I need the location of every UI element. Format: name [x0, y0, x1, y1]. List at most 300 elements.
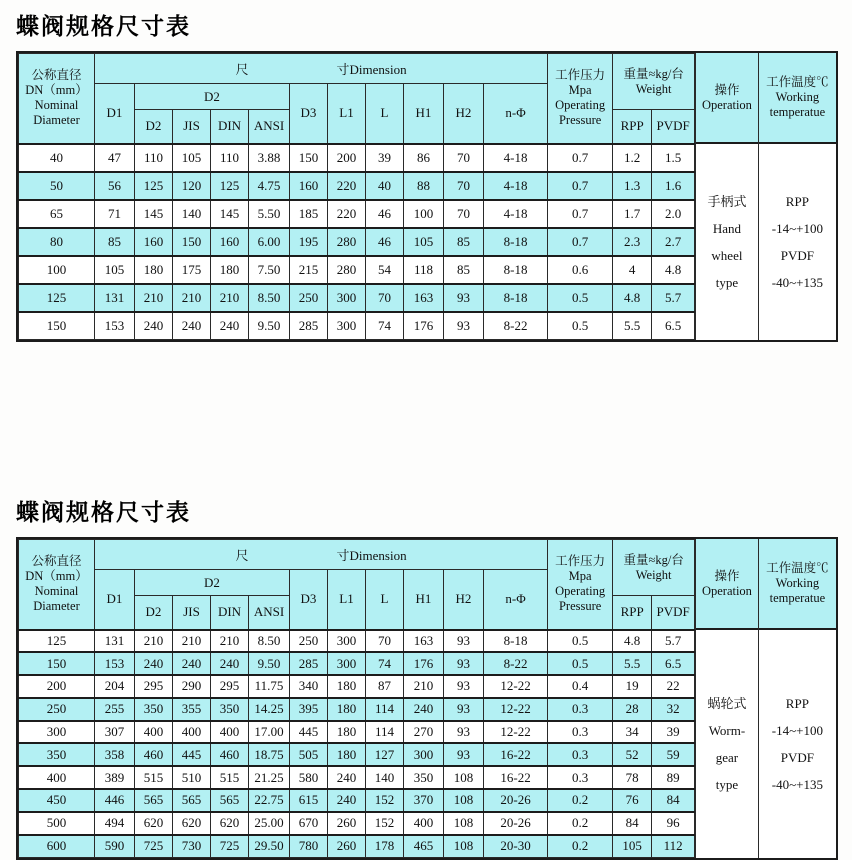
col-header-h2: H2: [444, 570, 484, 630]
cell-d1: 590: [95, 835, 135, 858]
temperature-column: [758, 539, 836, 858]
table-row: [19, 630, 695, 653]
cell-din: 160: [211, 228, 249, 256]
cell-dn: 450: [19, 789, 95, 812]
cell-ansi: 8.50: [249, 630, 290, 653]
cell-rpp-weight: 5.5: [613, 312, 652, 340]
cell-l: 178: [366, 835, 404, 858]
cell-dn: 250: [19, 698, 95, 721]
cell-d1: 446: [95, 789, 135, 812]
operation-value: 蜗轮式 Worm- gear type: [696, 630, 758, 858]
cell-d1: 389: [95, 766, 135, 789]
table-row: [19, 652, 695, 675]
cell-pressure: 0.3: [548, 721, 613, 744]
cell-din: 565: [211, 789, 249, 812]
cell-l: 74: [366, 652, 404, 675]
col-header-operation: 操作 Operation: [696, 53, 758, 144]
cell-h1: 465: [404, 835, 444, 858]
operation-column: [695, 539, 758, 858]
cell-h1: 400: [404, 812, 444, 835]
table-body: [19, 630, 695, 858]
cell-l: 39: [366, 144, 404, 172]
cell-pressure: 0.5: [548, 652, 613, 675]
valve-spec-section-1: [16, 8, 838, 342]
cell-ansi: 9.50: [249, 652, 290, 675]
col-header-h1: H1: [404, 84, 444, 144]
cell-l1: 180: [328, 743, 366, 766]
cell-pressure: 0.7: [548, 144, 613, 172]
cell-ansi: 11.75: [249, 675, 290, 698]
cell-dn: 350: [19, 743, 95, 766]
col-header-ansi: ANSI: [249, 596, 290, 630]
cell-l1: 300: [328, 284, 366, 312]
cell-l1: 300: [328, 630, 366, 653]
cell-d1: 494: [95, 812, 135, 835]
cell-d3: 670: [290, 812, 328, 835]
cell-d3: 580: [290, 766, 328, 789]
col-header-d2-group: D2: [135, 570, 290, 596]
col-header-operation: 操作 Operation: [696, 539, 758, 630]
cell-n-phi: 12-22: [484, 698, 548, 721]
cell-d2: 350: [135, 698, 173, 721]
cell-l: 46: [366, 200, 404, 228]
cell-pvdf-weight: 6.5: [652, 652, 695, 675]
table-row: [19, 766, 695, 789]
col-header-operating-pressure: 工作压力 Mpa Operating Pressure: [548, 540, 613, 630]
cell-h2: 85: [444, 228, 484, 256]
cell-l1: 220: [328, 172, 366, 200]
cell-d1: 47: [95, 144, 135, 172]
col-header-pvdf: PVDF: [652, 110, 695, 144]
cell-d3: 195: [290, 228, 328, 256]
cell-h1: 100: [404, 200, 444, 228]
cell-h2: 70: [444, 144, 484, 172]
cell-jis: 240: [173, 312, 211, 340]
cell-din: 110: [211, 144, 249, 172]
cell-h2: 93: [444, 743, 484, 766]
col-header-jis: JIS: [173, 110, 211, 144]
cell-n-phi: 12-22: [484, 721, 548, 744]
cell-pvdf-weight: 1.6: [652, 172, 695, 200]
cell-d1: 307: [95, 721, 135, 744]
cell-ansi: 9.50: [249, 312, 290, 340]
cell-pressure: 0.7: [548, 172, 613, 200]
cell-l: 152: [366, 812, 404, 835]
cell-dn: 150: [19, 312, 95, 340]
cell-n-phi: 12-22: [484, 675, 548, 698]
cell-din: 240: [211, 312, 249, 340]
cell-ansi: 22.75: [249, 789, 290, 812]
cell-rpp-weight: 4: [613, 256, 652, 284]
cell-pressure: 0.3: [548, 766, 613, 789]
cell-rpp-weight: 78: [613, 766, 652, 789]
cell-dn: 600: [19, 835, 95, 858]
cell-jis: 730: [173, 835, 211, 858]
cell-l1: 300: [328, 652, 366, 675]
cell-l1: 280: [328, 256, 366, 284]
cell-pressure: 0.3: [548, 698, 613, 721]
table-title: 蝶阀规格尺寸表: [16, 500, 191, 526]
cell-h1: 105: [404, 228, 444, 256]
cell-d1: 204: [95, 675, 135, 698]
cell-pvdf-weight: 32: [652, 698, 695, 721]
cell-h2: 108: [444, 835, 484, 858]
cell-pvdf-weight: 2.7: [652, 228, 695, 256]
cell-n-phi: 8-18: [484, 284, 548, 312]
cell-pvdf-weight: 59: [652, 743, 695, 766]
cell-dn: 125: [19, 630, 95, 653]
cell-jis: 210: [173, 284, 211, 312]
cell-pvdf-weight: 2.0: [652, 200, 695, 228]
cell-d3: 780: [290, 835, 328, 858]
cell-n-phi: 8-22: [484, 312, 548, 340]
col-header-h2: H2: [444, 84, 484, 144]
cell-din: 460: [211, 743, 249, 766]
cell-pressure: 0.2: [548, 789, 613, 812]
cell-d2: 725: [135, 835, 173, 858]
cell-d1: 105: [95, 256, 135, 284]
col-header-l: L: [366, 84, 404, 144]
cell-d3: 285: [290, 312, 328, 340]
cell-d1: 358: [95, 743, 135, 766]
cell-pressure: 0.5: [548, 312, 613, 340]
cell-n-phi: 4-18: [484, 144, 548, 172]
cell-d3: 340: [290, 675, 328, 698]
dimension-table: [18, 539, 695, 858]
cell-rpp-weight: 4.8: [613, 630, 652, 653]
cell-rpp-weight: 1.2: [613, 144, 652, 172]
col-header-d2: D2: [135, 110, 173, 144]
cell-jis: 565: [173, 789, 211, 812]
cell-n-phi: 20-26: [484, 789, 548, 812]
col-header-din: DIN: [211, 596, 249, 630]
cell-l: 140: [366, 766, 404, 789]
table-row: [19, 284, 695, 312]
cell-jis: 510: [173, 766, 211, 789]
table-row: [19, 228, 695, 256]
col-header-d3: D3: [290, 84, 328, 144]
cell-d2: 240: [135, 312, 173, 340]
cell-pressure: 0.5: [548, 284, 613, 312]
cell-ansi: 17.00: [249, 721, 290, 744]
table-row: [19, 698, 695, 721]
table-row: [19, 812, 695, 835]
col-header-dimension: 尺 寸Dimension: [95, 540, 548, 570]
cell-d3: 215: [290, 256, 328, 284]
cell-d2: 210: [135, 284, 173, 312]
cell-pvdf-weight: 84: [652, 789, 695, 812]
cell-dn: 150: [19, 652, 95, 675]
table-header: [19, 54, 695, 144]
table-row: [19, 144, 695, 172]
cell-din: 400: [211, 721, 249, 744]
cell-jis: 140: [173, 200, 211, 228]
cell-h2: 93: [444, 312, 484, 340]
cell-d1: 153: [95, 312, 135, 340]
cell-rpp-weight: 28: [613, 698, 652, 721]
cell-rpp-weight: 2.3: [613, 228, 652, 256]
valve-spec-section-2: [16, 494, 838, 860]
cell-d3: 185: [290, 200, 328, 228]
table-row: [19, 256, 695, 284]
table-row: [19, 675, 695, 698]
cell-h1: 163: [404, 284, 444, 312]
cell-jis: 120: [173, 172, 211, 200]
cell-d2: 125: [135, 172, 173, 200]
cell-ansi: 18.75: [249, 743, 290, 766]
cell-l: 87: [366, 675, 404, 698]
cell-dn: 65: [19, 200, 95, 228]
col-header-l1: L1: [328, 570, 366, 630]
cell-h1: 270: [404, 721, 444, 744]
cell-l1: 180: [328, 721, 366, 744]
cell-jis: 355: [173, 698, 211, 721]
cell-pvdf-weight: 1.5: [652, 144, 695, 172]
cell-l: 54: [366, 256, 404, 284]
operation-value: 手柄式 Hand wheel type: [696, 144, 758, 340]
cell-rpp-weight: 1.7: [613, 200, 652, 228]
cell-din: 295: [211, 675, 249, 698]
cell-rpp-weight: 19: [613, 675, 652, 698]
col-header-rpp: RPP: [613, 596, 652, 630]
cell-pressure: 0.7: [548, 228, 613, 256]
cell-ansi: 29.50: [249, 835, 290, 858]
cell-n-phi: 20-30: [484, 835, 548, 858]
cell-ansi: 25.00: [249, 812, 290, 835]
cell-rpp-weight: 1.3: [613, 172, 652, 200]
cell-h1: 350: [404, 766, 444, 789]
cell-d1: 131: [95, 284, 135, 312]
cell-h1: 240: [404, 698, 444, 721]
cell-din: 210: [211, 630, 249, 653]
cell-d3: 395: [290, 698, 328, 721]
cell-dn: 100: [19, 256, 95, 284]
cell-pvdf-weight: 22: [652, 675, 695, 698]
cell-ansi: 21.25: [249, 766, 290, 789]
cell-d3: 445: [290, 721, 328, 744]
cell-rpp-weight: 84: [613, 812, 652, 835]
cell-pvdf-weight: 5.7: [652, 630, 695, 653]
cell-h1: 370: [404, 789, 444, 812]
cell-l: 40: [366, 172, 404, 200]
cell-dn: 125: [19, 284, 95, 312]
cell-din: 145: [211, 200, 249, 228]
cell-l: 74: [366, 312, 404, 340]
table-row: [19, 721, 695, 744]
col-header-operating-pressure: 工作压力 Mpa Operating Pressure: [548, 54, 613, 144]
cell-din: 725: [211, 835, 249, 858]
table-title: 蝶阀规格尺寸表: [16, 14, 191, 40]
cell-d2: 515: [135, 766, 173, 789]
cell-h1: 176: [404, 312, 444, 340]
spec-table-wormgear: [16, 537, 838, 860]
cell-d2: 565: [135, 789, 173, 812]
cell-dn: 400: [19, 766, 95, 789]
cell-d2: 160: [135, 228, 173, 256]
dimension-table: [18, 53, 695, 340]
cell-n-phi: 8-18: [484, 256, 548, 284]
cell-d1: 56: [95, 172, 135, 200]
cell-ansi: 4.75: [249, 172, 290, 200]
cell-ansi: 6.00: [249, 228, 290, 256]
col-header-din: DIN: [211, 110, 249, 144]
cell-l: 70: [366, 630, 404, 653]
cell-h2: 93: [444, 721, 484, 744]
cell-l1: 300: [328, 312, 366, 340]
col-header-d3: D3: [290, 570, 328, 630]
cell-l1: 240: [328, 766, 366, 789]
cell-dn: 50: [19, 172, 95, 200]
cell-dn: 300: [19, 721, 95, 744]
cell-rpp-weight: 5.5: [613, 652, 652, 675]
cell-l1: 200: [328, 144, 366, 172]
cell-pressure: 0.5: [548, 630, 613, 653]
cell-h2: 93: [444, 698, 484, 721]
cell-l1: 180: [328, 675, 366, 698]
cell-d1: 153: [95, 652, 135, 675]
col-header-ansi: ANSI: [249, 110, 290, 144]
cell-ansi: 8.50: [249, 284, 290, 312]
cell-pvdf-weight: 4.8: [652, 256, 695, 284]
cell-d2: 400: [135, 721, 173, 744]
table-row: [19, 743, 695, 766]
cell-din: 180: [211, 256, 249, 284]
col-header-n-phi: n-Φ: [484, 84, 548, 144]
cell-h1: 210: [404, 675, 444, 698]
col-header-d2-group: D2: [135, 84, 290, 110]
cell-dn: 500: [19, 812, 95, 835]
cell-d2: 620: [135, 812, 173, 835]
cell-h2: 93: [444, 630, 484, 653]
cell-h1: 86: [404, 144, 444, 172]
col-header-nominal-diameter: 公称直径 DN（mm） Nominal Diameter: [19, 54, 95, 144]
cell-h1: 88: [404, 172, 444, 200]
cell-rpp-weight: 34: [613, 721, 652, 744]
cell-h1: 300: [404, 743, 444, 766]
cell-d1: 131: [95, 630, 135, 653]
cell-h2: 85: [444, 256, 484, 284]
cell-d2: 210: [135, 630, 173, 653]
cell-d1: 71: [95, 200, 135, 228]
cell-n-phi: 16-22: [484, 766, 548, 789]
cell-pressure: 0.2: [548, 812, 613, 835]
cell-h2: 108: [444, 812, 484, 835]
cell-dn: 40: [19, 144, 95, 172]
table-row: [19, 200, 695, 228]
cell-h2: 93: [444, 675, 484, 698]
cell-ansi: 5.50: [249, 200, 290, 228]
table-row: [19, 312, 695, 340]
cell-l1: 240: [328, 789, 366, 812]
cell-h2: 108: [444, 766, 484, 789]
cell-jis: 210: [173, 630, 211, 653]
cell-pressure: 0.7: [548, 200, 613, 228]
cell-l: 127: [366, 743, 404, 766]
cell-pressure: 0.3: [548, 743, 613, 766]
cell-h1: 118: [404, 256, 444, 284]
table-body: [19, 144, 695, 340]
cell-d2: 145: [135, 200, 173, 228]
cell-pvdf-weight: 89: [652, 766, 695, 789]
col-header-rpp: RPP: [613, 110, 652, 144]
cell-rpp-weight: 52: [613, 743, 652, 766]
cell-d3: 150: [290, 144, 328, 172]
cell-pressure: 0.2: [548, 835, 613, 858]
cell-pressure: 0.6: [548, 256, 613, 284]
col-header-d1: D1: [95, 84, 135, 144]
table-row: [19, 835, 695, 858]
cell-d2: 180: [135, 256, 173, 284]
cell-h1: 163: [404, 630, 444, 653]
cell-n-phi: 4-18: [484, 200, 548, 228]
table-header: [19, 540, 695, 630]
cell-pvdf-weight: 96: [652, 812, 695, 835]
cell-d3: 505: [290, 743, 328, 766]
col-header-working-temperature: 工作温度℃ Working temperatue: [759, 539, 836, 630]
cell-n-phi: 4-18: [484, 172, 548, 200]
cell-jis: 240: [173, 652, 211, 675]
table-row: [19, 172, 695, 200]
col-header-dimension: 尺 寸Dimension: [95, 54, 548, 84]
cell-n-phi: 8-18: [484, 228, 548, 256]
cell-d2: 295: [135, 675, 173, 698]
col-header-n-phi: n-Φ: [484, 570, 548, 630]
cell-n-phi: 8-22: [484, 652, 548, 675]
cell-pvdf-weight: 6.5: [652, 312, 695, 340]
col-header-l: L: [366, 570, 404, 630]
cell-l: 114: [366, 721, 404, 744]
cell-n-phi: 8-18: [484, 630, 548, 653]
cell-l: 152: [366, 789, 404, 812]
cell-l1: 180: [328, 698, 366, 721]
temperature-column: [758, 53, 836, 340]
cell-ansi: 14.25: [249, 698, 290, 721]
cell-d2: 240: [135, 652, 173, 675]
cell-d3: 250: [290, 284, 328, 312]
table-row: [19, 789, 695, 812]
cell-din: 210: [211, 284, 249, 312]
cell-d3: 160: [290, 172, 328, 200]
cell-l: 70: [366, 284, 404, 312]
cell-jis: 400: [173, 721, 211, 744]
col-header-working-temperature: 工作温度℃ Working temperatue: [759, 53, 836, 144]
cell-n-phi: 16-22: [484, 743, 548, 766]
cell-pvdf-weight: 5.7: [652, 284, 695, 312]
temperature-value: RPP -14~+100 PVDF -40~+135: [759, 144, 836, 340]
cell-din: 515: [211, 766, 249, 789]
cell-din: 240: [211, 652, 249, 675]
operation-column: [695, 53, 758, 340]
cell-d1: 85: [95, 228, 135, 256]
cell-din: 125: [211, 172, 249, 200]
cell-jis: 290: [173, 675, 211, 698]
cell-din: 620: [211, 812, 249, 835]
temperature-value: RPP -14~+100 PVDF -40~+135: [759, 630, 836, 858]
cell-ansi: 7.50: [249, 256, 290, 284]
cell-jis: 620: [173, 812, 211, 835]
cell-pvdf-weight: 112: [652, 835, 695, 858]
cell-din: 350: [211, 698, 249, 721]
cell-d2: 110: [135, 144, 173, 172]
col-header-d2: D2: [135, 596, 173, 630]
cell-dn: 80: [19, 228, 95, 256]
cell-rpp-weight: 4.8: [613, 284, 652, 312]
col-header-h1: H1: [404, 570, 444, 630]
cell-jis: 150: [173, 228, 211, 256]
cell-pvdf-weight: 39: [652, 721, 695, 744]
cell-l1: 220: [328, 200, 366, 228]
cell-rpp-weight: 105: [613, 835, 652, 858]
